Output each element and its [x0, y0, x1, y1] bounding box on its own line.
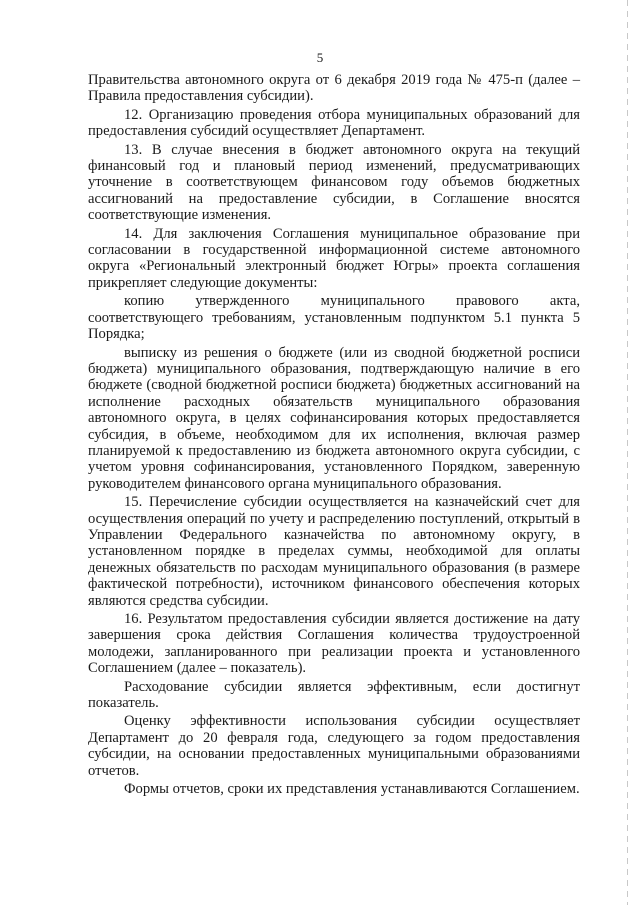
paragraph-15: 15. Перечисление субсидии осуществляется на казначейский счет для осуществления операций по учету и распределению поступлений, открытый в Управлении Федерального казначейства по автономному округу, в установленном порядке в пределах суммы, необходимой для оплаты денежных обязательств по расходам муниципального образования (в размере фактической потребности), источником финансового обеспечения которых являются средства субсидии.: [88, 494, 580, 609]
paragraph-12: 12. Организацию проведения отбора муниципальных образований для предоставления субсидий осуществляет Департамент.: [88, 106, 580, 140]
paragraph-14-item-1: копию утвержденного муниципального правового акта, соответствующего требованиям, установленным подпунктом 5.1 пункта 5 Порядка;: [88, 293, 580, 343]
paragraph-16-efficiency: Расходование субсидии является эффективным, если достигнут показатель.: [88, 678, 580, 712]
scan-edge-line: [627, 0, 628, 905]
page-number: 5: [316, 50, 324, 65]
paragraph-16-evaluation: Оценку эффективности использования субсидии осуществляет Департамент до 20 февраля года, следующего за годом предоставления субсидии, на основании предоставленных муниципальными образованиями отчетов.: [88, 713, 580, 779]
paragraph-16-reports: Формы отчетов, сроки их представления устанавливаются Соглашением.: [124, 781, 580, 798]
paragraph-continuation: Правительства автономного округа от 6 декабря 2019 года № 475-п (далее – Правила предоставления субсидии).: [88, 72, 580, 105]
paragraph-14-item-2: выписку из решения о бюджете (или из сводной бюджетной росписи бюджета) муниципального образования, подтверждающую наличие в его бюджете (сводной бюджетной росписи бюджета) бюджетных ассигнований на исполнение расходных обязательств муниципального образования автономного округа, в целях софинансирования которых предоставляется субсидия, в объеме, необходимом для их исполнения, включая размер планируемой к предоставлению из бюджета автономного округа субсидии, с учетом уровня софинансирования, установленного Порядком, заверенную руководителем финансового органа муниципального образования.: [88, 344, 580, 492]
paragraph-16: 16. Результатом предоставления субсидии является достижение на дату завершения срока действия Соглашения количества трудоустроенной молодежи, запланированного при реализации проекта и установленного Соглашением (далее – показатель).: [88, 611, 580, 677]
paragraph-14: 14. Для заключения Соглашения муниципальное образование при согласовании в государственной информационной системе автономного округа «Региональный электронный бюджет Югры» проекта соглашения прикрепляет следующие документы:: [88, 225, 580, 291]
paragraph-13: 13. В случае внесения в бюджет автономного округа на текущий финансовый год и плановый период изменений, предусматривающих уточнение в соответствующем финансовом году объемов бюджетных ассигнований на предоставление субсидии, в Соглашение вносятся соответствующие изменения.: [88, 141, 580, 224]
document-body: [88, 72, 580, 799]
